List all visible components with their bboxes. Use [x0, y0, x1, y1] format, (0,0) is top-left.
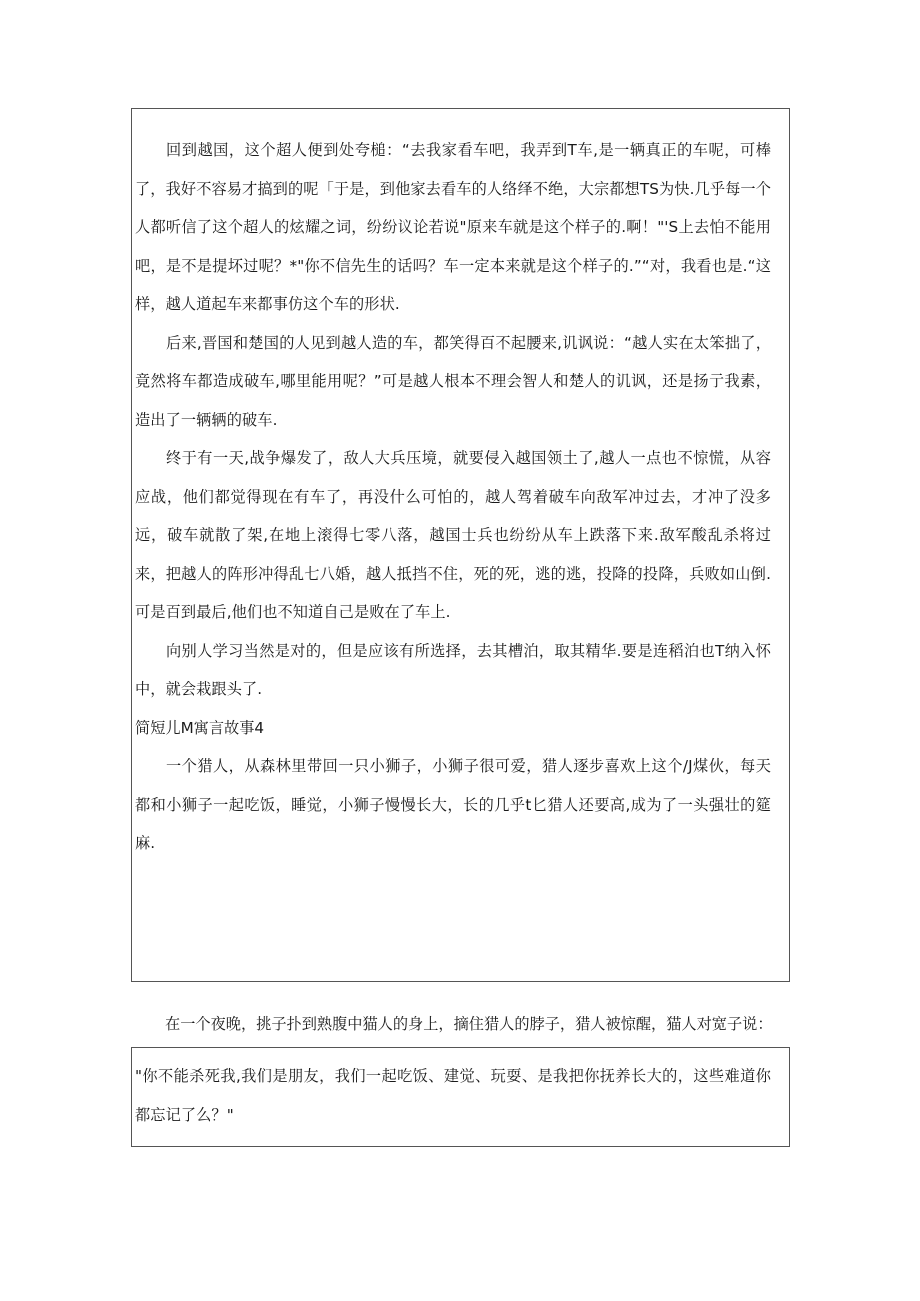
paragraph-night: 在一个夜晚，挑子扑到熟腹中猫人的身上，摘住猎人的脖子，猎人被惊醒，猫人对宽子说： [165, 1015, 773, 1033]
paragraph-war: 终于有一天,战争爆发了，敌人大兵压境，就要侵入越国领土了,越人一点也不惊慌，从容应战，他们都觉得现在有车了，再没什么可怕的，越人驾着破车向敌军冲过去，才冲了没多远，破车就散了架,在地上滚得七零八落，越国士兵也纷纷从车上跌落下来.敌军酸乱杀将过来，把越人的阵形冲得乱七八婚，越人抵挡不住，死的死，逃的逃，投降的投降，兵败如山倒.可是百到最后,他们也不知道自己是败在了车上. [135, 449, 771, 621]
paragraph-plea: "你不能杀死我,我们是朋友，我们一起吃饭、建觉、玩耍、是我把你抚养长大的，这些难道你都忘记了么？" [135, 1067, 771, 1124]
story-heading: 简短儿M寓言故事4 [135, 718, 265, 737]
paragraph-moral: 向别人学习当然是对的，但是应该有所选择，去其槽泊，取其精华.要是连稻泊也T纳入怀中，就会栽跟头了. [135, 641, 771, 698]
story-box-quote [131, 1047, 790, 1147]
paragraph-boasting: 回到越国，这个超人便到处夸槌：“去我家看车吧，我弄到T车,是一辆真正的车呢，可棒了，我好不容易才搞到的呢「于是，到他家去看车的人络绎不绝，大宗都想TS为快.几乎每一个人都听信了这个超人的炫耀之词，纷纷议论若说"原来车就是这个样子的.啊！"'S上去怕不能用吧，是不是提坏过呢？*"你不信先生的话吗？车一定本来就是这个样子的.”“对，我看也是.“这样，越人道起车来都事仿这个车的形状. [135, 141, 771, 313]
paragraph-mockery: 后来,晋国和楚国的人见到越人造的车，都笑得百不起腰来,讥讽说：“越人实在太笨拙了，竟然将车都造成破车,哪里能用呢？”可是越人根本不理会智人和楚人的讥讽，还是扬亍我素，造出了一辆辆的破车. [135, 333, 771, 429]
paragraph-hunter: 一个猎人，从森林里带回一只小狮子，小狮子很可爱，猎人逐步喜欢上这个/J煤伙，每天都和小狮子一起吃饭，睡觉，小狮子慢慢长大，长的几乎t匕猎人还要高,成为了一头强壮的筵麻. [135, 757, 771, 852]
story-box-main [131, 108, 790, 982]
